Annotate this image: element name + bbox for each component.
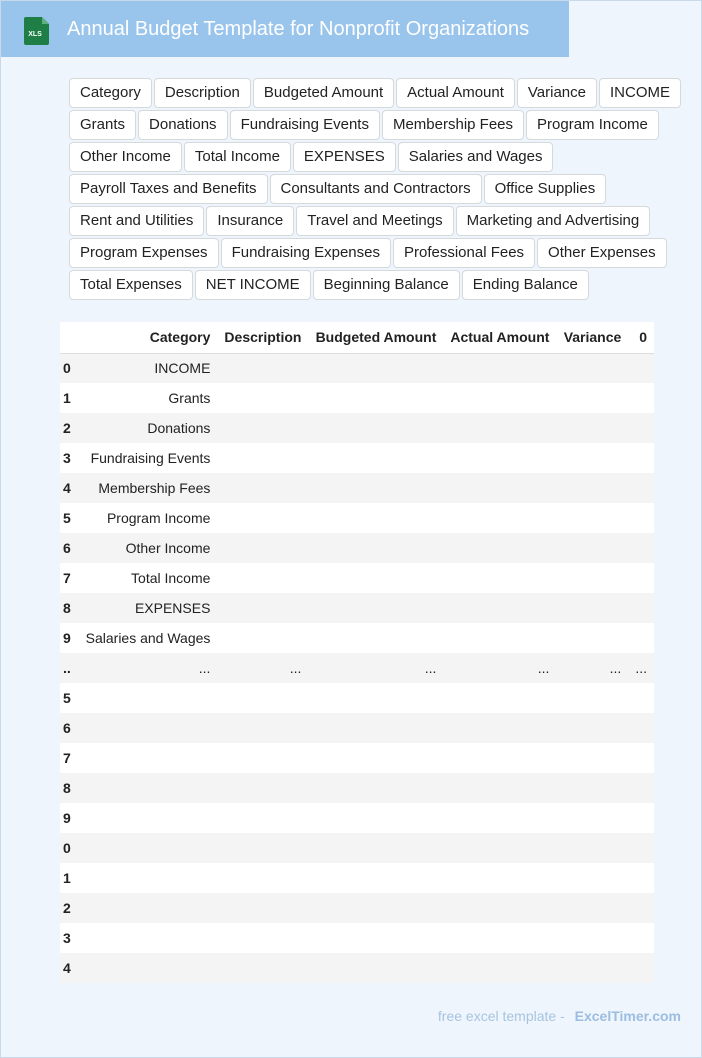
table-cell: EXPENSES — [71, 593, 218, 623]
table-cell — [217, 533, 308, 563]
table-row — [60, 683, 654, 713]
table-cell — [71, 893, 218, 923]
column-chip[interactable]: EXPENSES — [293, 142, 396, 172]
column-chip[interactable]: Category — [69, 78, 152, 108]
table-cell — [628, 593, 654, 623]
table-cell — [308, 473, 443, 503]
column-chip[interactable]: Variance — [517, 78, 597, 108]
table-cell — [628, 383, 654, 413]
column-chip[interactable]: Consultants and Contractors — [270, 174, 482, 204]
table-cell — [217, 773, 308, 803]
row-index: 7 — [60, 563, 71, 593]
table-cell — [308, 443, 443, 473]
table-cell — [556, 743, 628, 773]
row-index: 1 — [60, 863, 71, 893]
table-row — [60, 413, 654, 443]
table-cell: INCOME — [71, 353, 218, 383]
table-cell — [628, 473, 654, 503]
row-index: 7 — [60, 743, 71, 773]
table-cell — [443, 503, 556, 533]
column-header[interactable]: Description — [217, 322, 308, 353]
table-cell — [308, 713, 443, 743]
table-cell — [71, 743, 218, 773]
table-cell — [217, 353, 308, 383]
table-cell — [217, 893, 308, 923]
column-header[interactable]: Category — [71, 322, 218, 353]
table-cell — [71, 863, 218, 893]
table-cell — [443, 593, 556, 623]
table-cell — [628, 953, 654, 983]
column-chip[interactable]: Total Expenses — [69, 270, 193, 300]
table-cell — [443, 863, 556, 893]
table-cell — [217, 593, 308, 623]
table-cell — [443, 623, 556, 653]
excel-file-icon — [24, 15, 51, 45]
column-chip[interactable]: Office Supplies — [484, 174, 607, 204]
table-cell — [217, 683, 308, 713]
table-cell — [308, 383, 443, 413]
column-header[interactable]: Budgeted Amount — [308, 322, 443, 353]
table-cell — [443, 893, 556, 923]
table-row — [60, 593, 654, 623]
table-cell — [556, 563, 628, 593]
table-cell — [556, 803, 628, 833]
table-cell — [443, 713, 556, 743]
table-cell: Grants — [71, 383, 218, 413]
table-row — [60, 533, 654, 563]
column-chip-list — [69, 78, 685, 302]
column-chip[interactable]: Program Expenses — [69, 238, 219, 268]
table-cell — [556, 953, 628, 983]
table-cell — [308, 743, 443, 773]
row-index: 5 — [60, 503, 71, 533]
table-cell: ... — [308, 653, 443, 683]
footer-text: free excel template - — [437, 1008, 565, 1024]
column-chip[interactable]: Actual Amount — [396, 78, 515, 108]
table-row — [60, 563, 654, 593]
table-cell — [556, 683, 628, 713]
table-cell — [443, 383, 556, 413]
table-cell — [217, 713, 308, 743]
row-index: 8 — [60, 773, 71, 803]
table-row — [60, 863, 654, 893]
column-chip[interactable]: NET INCOME — [195, 270, 311, 300]
column-chip[interactable]: Donations — [138, 110, 228, 140]
page-title: Annual Budget Template for Nonprofit Organizations — [67, 18, 530, 40]
table-cell — [308, 563, 443, 593]
table-cell — [628, 413, 654, 443]
table-cell — [628, 683, 654, 713]
table-cell — [443, 413, 556, 443]
table-cell — [443, 443, 556, 473]
column-chip[interactable]: Budgeted Amount — [253, 78, 394, 108]
table-cell — [443, 743, 556, 773]
table-cell — [443, 803, 556, 833]
table-row — [60, 773, 654, 803]
table-cell — [71, 833, 218, 863]
table-cell — [217, 743, 308, 773]
row-index: 9 — [60, 623, 71, 653]
table-cell — [308, 533, 443, 563]
table-row — [60, 923, 654, 953]
table-cell — [556, 473, 628, 503]
svg-text:XLS: XLS — [28, 31, 42, 38]
row-index: .. — [60, 653, 71, 683]
column-chip[interactable]: INCOME — [599, 78, 681, 108]
table-cell — [556, 893, 628, 923]
table-cell — [556, 623, 628, 653]
table-cell — [217, 413, 308, 443]
table-header-row — [60, 322, 654, 353]
table-cell — [556, 773, 628, 803]
column-chip[interactable]: Description — [154, 78, 251, 108]
table-cell — [628, 743, 654, 773]
table-cell: Total Income — [71, 563, 218, 593]
table-cell — [217, 863, 308, 893]
table-cell — [217, 803, 308, 833]
row-index: 4 — [60, 473, 71, 503]
row-index: 2 — [60, 893, 71, 923]
table-cell — [308, 503, 443, 533]
column-header[interactable]: Actual Amount — [443, 322, 556, 353]
table-cell — [628, 563, 654, 593]
table-row — [60, 353, 654, 383]
table-cell — [308, 803, 443, 833]
row-index: 2 — [60, 413, 71, 443]
column-chip[interactable]: Fundraising Events — [230, 110, 380, 140]
table-cell — [443, 473, 556, 503]
table-cell — [443, 923, 556, 953]
row-index: 8 — [60, 593, 71, 623]
row-index: 5 — [60, 683, 71, 713]
table-cell — [628, 893, 654, 923]
column-header[interactable]: Variance — [556, 322, 628, 353]
column-chip[interactable]: Program Income — [526, 110, 659, 140]
table-cell — [443, 353, 556, 383]
table-cell — [308, 683, 443, 713]
table-cell — [308, 773, 443, 803]
table-cell — [308, 863, 443, 893]
column-chip[interactable]: Other Expenses — [537, 238, 667, 268]
table-cell — [217, 563, 308, 593]
table-cell — [628, 863, 654, 893]
table-row — [60, 653, 654, 683]
table-cell: ... — [217, 653, 308, 683]
table-cell: ... — [71, 653, 218, 683]
column-chip[interactable]: Rent and Utilities — [69, 206, 204, 236]
table-row — [60, 473, 654, 503]
table-cell — [308, 893, 443, 923]
table-cell — [556, 713, 628, 743]
table-cell — [443, 833, 556, 863]
column-chip[interactable]: Marketing and Advertising — [456, 206, 651, 236]
column-chip[interactable]: Professional Fees — [393, 238, 535, 268]
row-index: 6 — [60, 533, 71, 563]
table-cell: ... — [443, 653, 556, 683]
table-cell: Donations — [71, 413, 218, 443]
table-cell — [628, 833, 654, 863]
table-cell — [308, 623, 443, 653]
data-table-panel — [62, 322, 654, 983]
table-cell — [556, 923, 628, 953]
table-cell — [71, 953, 218, 983]
table-cell — [308, 353, 443, 383]
table-cell — [217, 833, 308, 863]
row-index: 9 — [60, 803, 71, 833]
table-cell — [556, 503, 628, 533]
data-table — [60, 322, 654, 983]
table-cell — [217, 383, 308, 413]
table-cell — [556, 383, 628, 413]
column-chip[interactable]: Total Income — [184, 142, 291, 172]
table-cell — [628, 533, 654, 563]
title-banner — [1, 1, 569, 57]
table-cell — [556, 833, 628, 863]
table-cell — [628, 923, 654, 953]
table-cell — [71, 713, 218, 743]
table-cell — [628, 443, 654, 473]
table-cell: Membership Fees — [71, 473, 218, 503]
table-row — [60, 833, 654, 863]
table-cell — [628, 503, 654, 533]
column-chip[interactable]: Membership Fees — [382, 110, 524, 140]
table-cell — [443, 533, 556, 563]
row-index: 0 — [60, 353, 71, 383]
row-index: 1 — [60, 383, 71, 413]
table-cell — [556, 353, 628, 383]
table-cell — [628, 623, 654, 653]
table-cell — [443, 683, 556, 713]
row-index: 0 — [60, 833, 71, 863]
column-chip[interactable]: Fundraising Expenses — [221, 238, 391, 268]
table-cell — [308, 923, 443, 953]
column-chip[interactable]: Ending Balance — [462, 270, 589, 300]
table-cell — [556, 593, 628, 623]
table-cell — [308, 593, 443, 623]
table-row — [60, 383, 654, 413]
table-row — [60, 743, 654, 773]
table-cell — [217, 473, 308, 503]
table-row — [60, 503, 654, 533]
column-chip[interactable]: Travel and Meetings — [296, 206, 453, 236]
footer-credit — [438, 1008, 681, 1024]
table-cell — [71, 773, 218, 803]
table-cell — [628, 803, 654, 833]
row-index: 6 — [60, 713, 71, 743]
table-cell — [308, 953, 443, 983]
row-index: 4 — [60, 953, 71, 983]
column-chip[interactable]: Payroll Taxes and Benefits — [69, 174, 268, 204]
table-cell: Program Income — [71, 503, 218, 533]
table-cell: ... — [628, 653, 654, 683]
table-cell — [71, 923, 218, 953]
table-row — [60, 443, 654, 473]
table-row — [60, 953, 654, 983]
table-cell — [556, 863, 628, 893]
table-cell — [628, 353, 654, 383]
column-header[interactable]: 0 — [628, 322, 654, 353]
table-cell — [308, 833, 443, 863]
table-cell — [628, 713, 654, 743]
table-cell — [71, 683, 218, 713]
table-row — [60, 893, 654, 923]
table-cell — [443, 563, 556, 593]
table-row — [60, 713, 654, 743]
table-cell — [217, 953, 308, 983]
table-cell: ... — [556, 653, 628, 683]
column-chip[interactable]: Beginning Balance — [313, 270, 460, 300]
table-cell — [217, 443, 308, 473]
table-row — [60, 623, 654, 653]
table-cell — [556, 533, 628, 563]
table-cell — [556, 443, 628, 473]
table-cell — [217, 503, 308, 533]
table-cell — [71, 803, 218, 833]
table-cell — [308, 413, 443, 443]
table-cell: Other Income — [71, 533, 218, 563]
table-cell — [217, 623, 308, 653]
table-cell — [443, 953, 556, 983]
column-chip[interactable]: Other Income — [69, 142, 182, 172]
column-chip[interactable]: Insurance — [206, 206, 294, 236]
row-index: 3 — [60, 923, 71, 953]
table-row — [60, 803, 654, 833]
row-index: 3 — [60, 443, 71, 473]
table-cell — [628, 773, 654, 803]
column-chip[interactable]: Grants — [69, 110, 136, 140]
table-cell — [556, 413, 628, 443]
index-header-cell — [60, 322, 71, 353]
footer-brand-link[interactable]: ExcelTimer.com — [574, 1008, 681, 1024]
table-cell: Fundraising Events — [71, 443, 218, 473]
table-cell — [217, 923, 308, 953]
column-chip[interactable]: Salaries and Wages — [398, 142, 554, 172]
table-cell — [443, 773, 556, 803]
table-cell: Salaries and Wages — [71, 623, 218, 653]
